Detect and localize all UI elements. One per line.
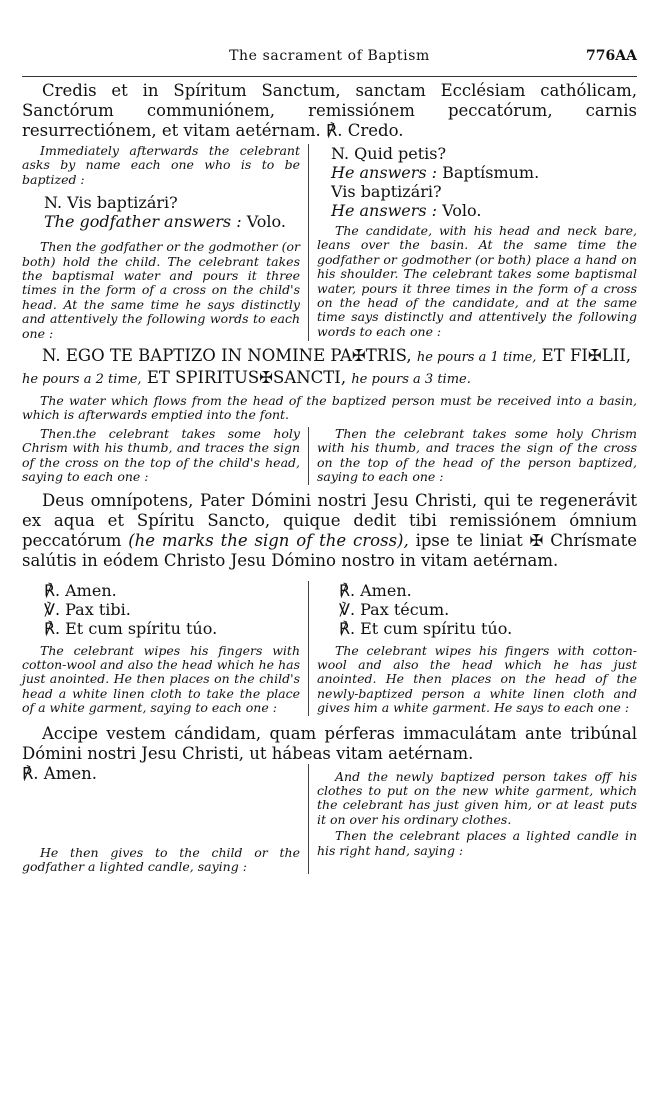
page (0, 48, 659, 1115)
accipe-prayer: Accipe vestem cándidam, quam pérferas immaculátam ante tribúnal Dómini nostri Jesu Christi, ut hábeas vitam aetérnam. (22, 723, 637, 763)
deus-prayer: Deus omnípotens, Pater Dómini nostri Jesu Christi, qui te regenerávit ex aqua et Spíritu Sancto, quique dedit tibi remissiónem ómnium peccatórum (he marks the sign of the cross), ipse te liniat ✠ Chrísmate salútis in eódem Christo Jesu Dómino nostro in vitam aetérnam. (22, 490, 637, 570)
section-1-left (22, 144, 309, 341)
rubric-chrism-child: Then.the celebrant takes some holy Chrism with his thumb, and traces the sign of the cross on the top of the child's head, saying to each one : (22, 425, 300, 485)
response-amen: ℟. Amen. (44, 580, 117, 600)
rubric-candle-child: He then gives to the child or the godfather a lighted candle, saying : (22, 844, 300, 874)
running-title: The sacrament of Baptism (229, 48, 430, 64)
header-rule (22, 76, 637, 77)
creed-line: Credis et in Spíritum Sanctum, sanctam Ecclésiam cathólicam, Sanctórum communiónem, remissiónem peccatórum, carnis resurrectiónem, et vitam aetérnam. ℟. Credo. (22, 81, 637, 140)
response-et-cum-2: ℟. Et cum spíritu túo. (339, 618, 513, 638)
section-2-right (309, 427, 637, 485)
answer-baptismum: He answers : Baptísmum. (331, 163, 540, 182)
section-4-left (22, 764, 309, 875)
section-1 (22, 144, 637, 341)
baptism-formula: N. EGO TE BAPTIZO IN NOMINE PA✠TRIS, he pours a 1 time, ET FI✠LII, he pours a 2 time, ET SPIRITUS✠SANCTI, he pours a 3 time. (22, 346, 631, 388)
versicle-pax-tecum: ℣. Pax técum. (339, 599, 450, 619)
section-4 (22, 764, 637, 875)
accipe-response: ℟. Amen. (22, 763, 97, 783)
running-head (22, 48, 637, 72)
response-et-cum: ℟. Et cum spíritu túo. (44, 618, 218, 638)
rubric-asks: Immediately afterwards the celebrant asks by name each one who is to be baptized : (22, 143, 300, 187)
water-rubric: The water which flows from the head of the baptized person must be received into a basin, which is afterwards emptied into the font. (22, 393, 637, 423)
question-quid-petis: N. Quid petis? (331, 144, 447, 163)
response-amen-2: ℟. Amen. (339, 580, 412, 600)
answer-volo: He answers : Volo. (331, 201, 482, 220)
creed-text (22, 81, 637, 141)
rubric-candidate: The candidate, with his head and neck bare, leans over the basin. At the same time the godfather or godmother (or both) place a hand on his shoulder. The celebrant takes some baptismal water, pours it three times in the form of a cross on the head of the candidate, and at the same time says distinctly and attentively the following words to each one : (317, 223, 637, 339)
question-vis-baptizari-2: Vis baptizári? (331, 182, 442, 201)
page-number: 776AA (586, 48, 637, 64)
rubric-chrism-person: Then the celebrant takes some holy Chrism with his thumb, and traces the sign of the cross on the top of the head of the person baptized, saying to each one : (317, 425, 637, 485)
rubric-candle-person: Then the celebrant places a lighted candle in his right hand, saying : (317, 828, 637, 858)
rubric-wipes-child: The celebrant wipes his fingers with cotton-wool and also the head which he has just anointed. He then places on the child's head a white linen cloth to take the place of a white garment, saying to each one : (22, 642, 300, 716)
rubric-garment: And the newly baptized person takes off his clothes to put on the new white garment, which the celebrant has just given him, or at least puts it on over his ordinary clothes. (317, 768, 637, 827)
rubric-wipes-person: The celebrant wipes his fingers with cotton-wool and also the head which he has just anointed. He then places on the head of the newly-baptized person a white linen cloth and gives him a white garment. He says to each one : (317, 642, 637, 716)
rubric-pours: Then the godfather or the godmother (or both) hold the child. The celebrant takes the baptismal water and pours it three times in the form of a cross on the child's head. At the same time he says distinctly and attentively the following words to each one : (22, 239, 300, 341)
godfather-answer: The godfather answers : Volo. (44, 212, 286, 232)
section-2 (22, 427, 637, 485)
question-vis-baptizari: N. Vis baptizári? (44, 193, 178, 213)
section-4-right (309, 764, 637, 875)
section-3-left (22, 581, 309, 716)
section-3 (22, 581, 637, 716)
versicle-pax: ℣. Pax tibi. (44, 599, 131, 619)
section-2-left (22, 427, 309, 485)
section-3-right (309, 581, 637, 716)
section-1-right (309, 144, 637, 341)
